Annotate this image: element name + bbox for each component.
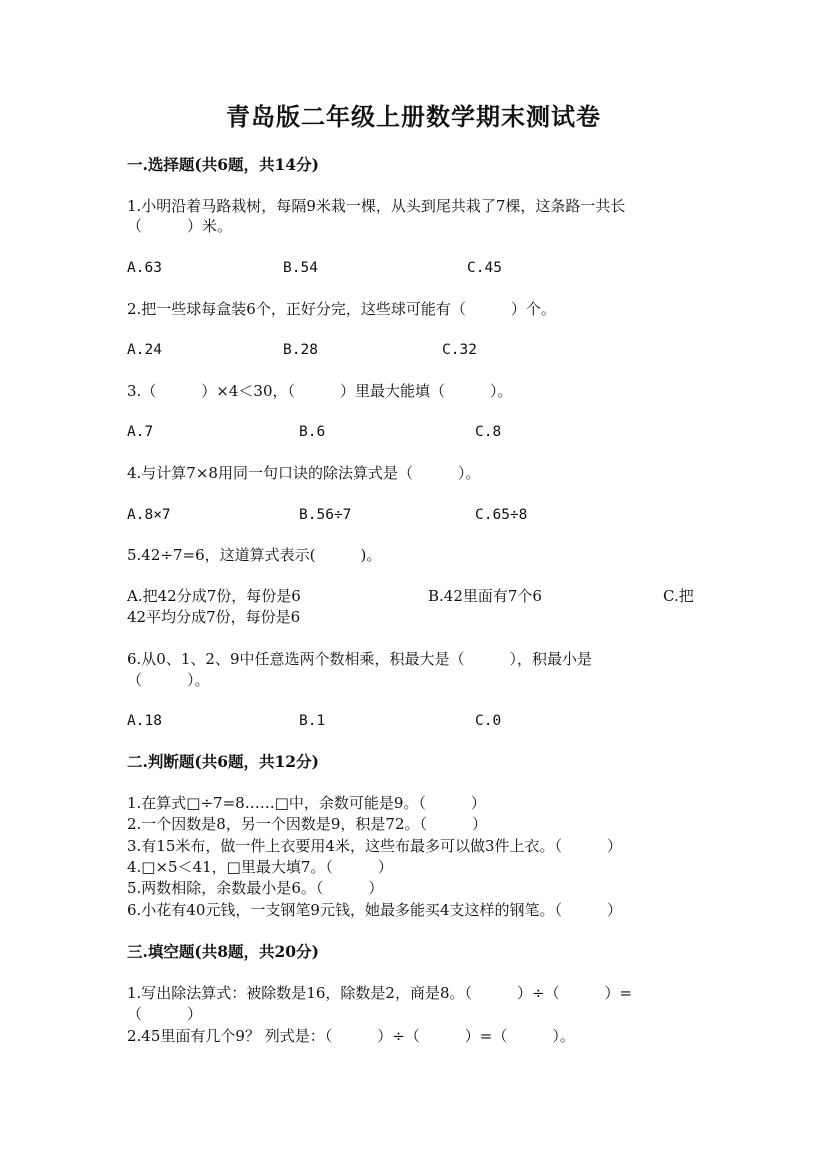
question-6-line2: （ ）。 [127, 671, 210, 689]
option-c[interactable]: C.0 [475, 713, 502, 729]
section-heading-choice: 一.选择题(共6题，共14分) [127, 155, 319, 174]
option-b[interactable]: B.1 [299, 713, 326, 729]
question-4-line1: 4.与计算7×8用同一句口诀的除法算式是（ ）。 [127, 464, 481, 482]
option-a[interactable]: A.24 [127, 342, 162, 358]
option-b[interactable]: B.28 [283, 342, 318, 358]
option-c[interactable]: C.把 [663, 587, 694, 605]
option-a[interactable]: A.7 [127, 424, 154, 440]
option-a[interactable]: A.63 [127, 260, 162, 276]
section-heading-judgement: 二.判断题(共6题，共12分) [127, 752, 319, 771]
question-1-line1: 1.小明沿着马路栽树，每隔9米栽一棵，从头到尾共栽了7棵，这条路一共长 [127, 197, 626, 215]
judgement-item: 2.一个因数是8，另一个因数是9，积是72。（ ） [127, 815, 487, 833]
page-title: 青岛版二年级上册数学期末测试卷 [226, 102, 601, 131]
option-a[interactable]: A.8×7 [127, 507, 171, 523]
option-c[interactable]: C.32 [442, 342, 477, 358]
judgement-item: 5.两数相除，余数最小是6。（ ） [127, 879, 384, 897]
question-1-line2: （ ）米。 [127, 217, 233, 235]
question-6-line1: 6.从0、1、2、9中任意选两个数相乘，积最大是（ ），积最小是 [127, 650, 592, 668]
judgement-item: 3.有15米布，做一件上衣要用4米，这些布最多可以做3件上衣。（ ） [127, 837, 622, 855]
option-b[interactable]: B.42里面有7个6 [428, 587, 542, 605]
option-c[interactable]: C.45 [467, 260, 502, 276]
option-c[interactable]: C.8 [475, 424, 502, 440]
fill-item-1-line2: （ ） [127, 1005, 203, 1023]
judgement-item: 4.□×5＜41，□里最大填7。（ ） [127, 858, 393, 876]
option-c-continued: 42平均分成7份，每份是6 [127, 608, 301, 626]
option-a[interactable]: A.把42分成7份，每份是6 [127, 587, 301, 605]
option-a[interactable]: A.18 [127, 713, 162, 729]
judgement-item: 6.小花有40元钱，一支钢笔9元钱，她最多能买4支这样的钢笔。（ ） [127, 901, 622, 919]
question-2-line1: 2.把一些球每盒装6个，正好分完，这些球可能有（ ）个。 [127, 300, 556, 318]
question-3-line1: 3.（ ）×4＜30，（ ）里最大能填（ ）。 [127, 382, 513, 400]
fill-item-2-line1: 2.45里面有几个9？ 列式是：（ ）÷（ ）=（ ）。 [127, 1027, 575, 1045]
option-b[interactable]: B.56÷7 [299, 507, 352, 523]
judgement-item: 1.在算式□÷7=8……□中，余数可能是9。（ ） [127, 794, 486, 812]
option-b[interactable]: B.6 [299, 424, 326, 440]
option-c[interactable]: C.65÷8 [475, 507, 528, 523]
section-heading-fill-blank: 三.填空题(共8题，共20分) [127, 942, 319, 961]
question-5-line1: 5.42÷7=6，这道算式表示( )。 [127, 546, 382, 564]
option-b[interactable]: B.54 [283, 260, 318, 276]
fill-item-1-line1: 1.写出除法算式：被除数是16，除数是2，商是8。（ ）÷（ ）= [127, 984, 633, 1002]
